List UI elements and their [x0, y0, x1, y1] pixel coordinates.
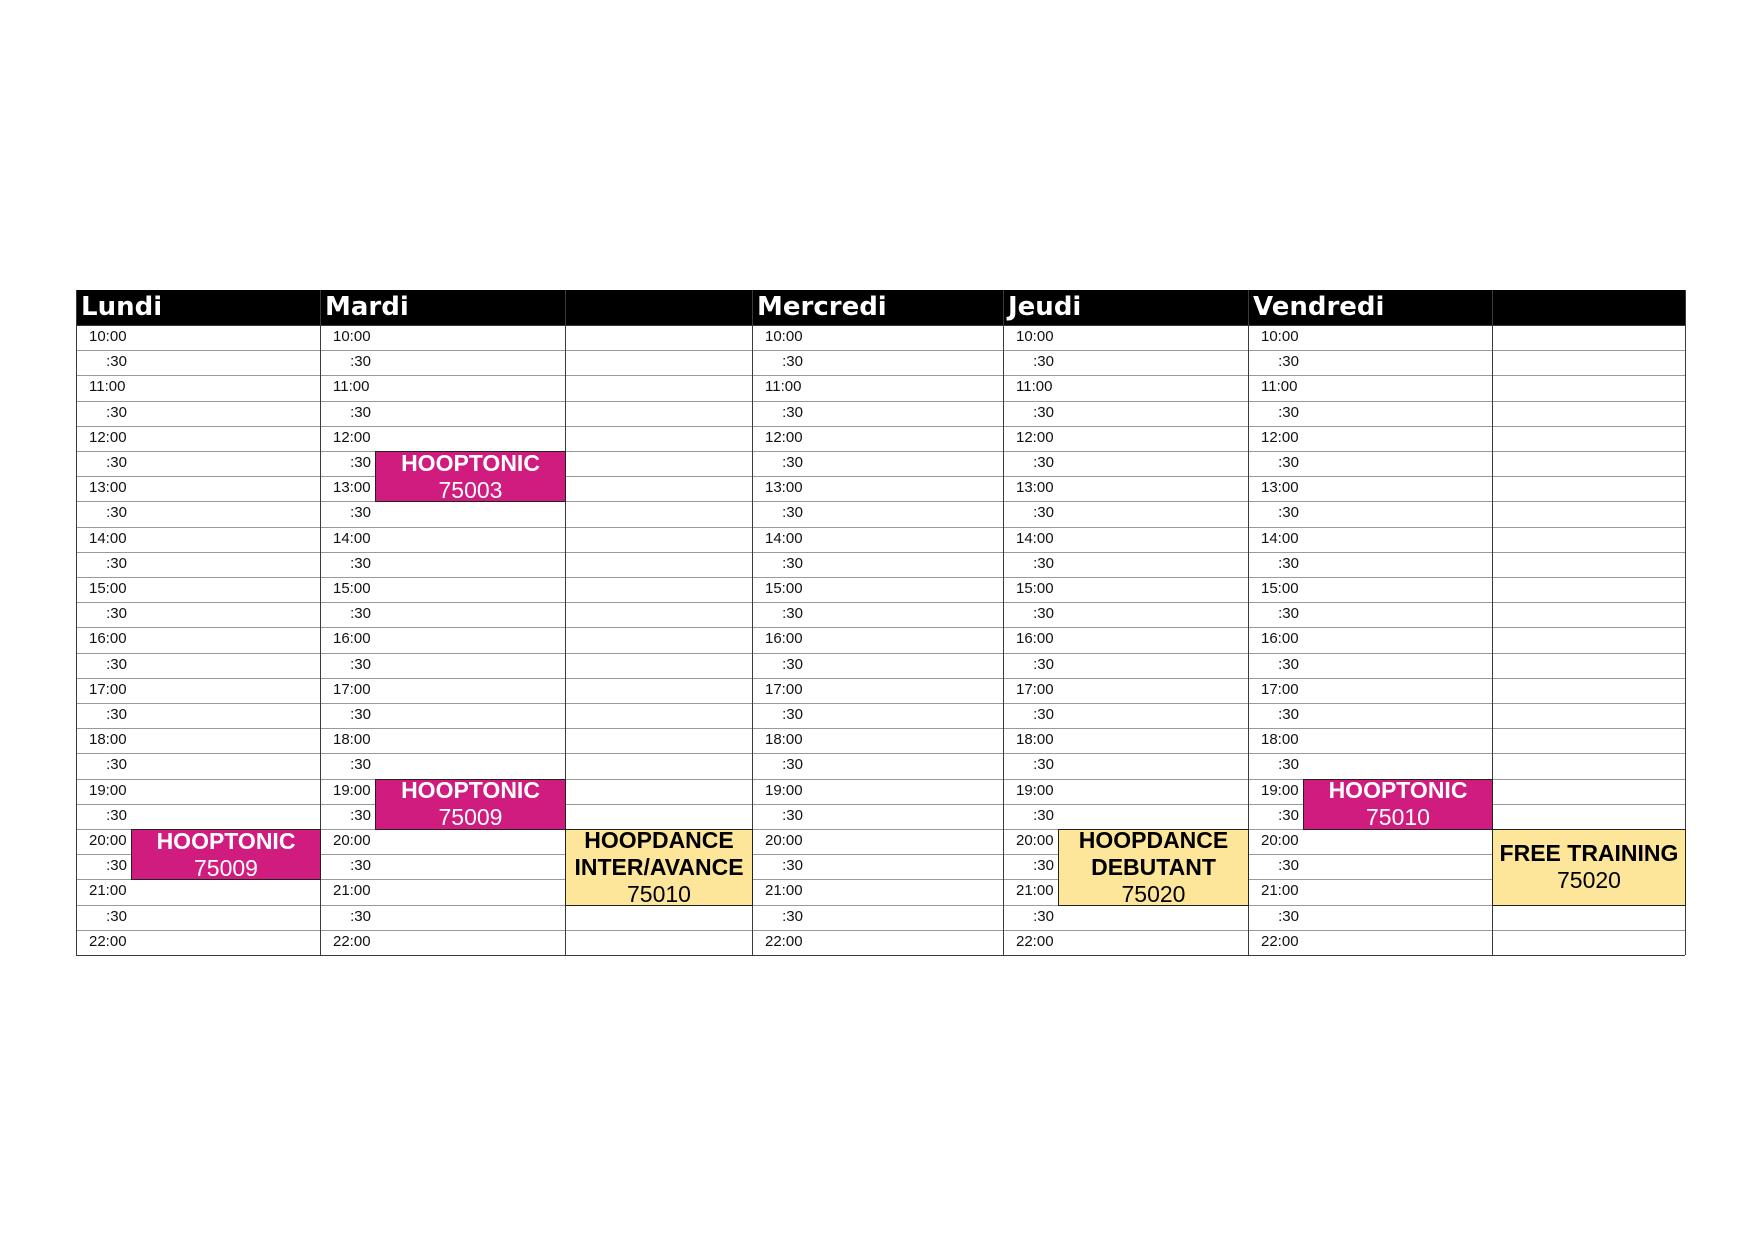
time-label: :30: [350, 756, 371, 774]
time-label: 14:00: [89, 529, 127, 547]
time-label: 15:00: [1016, 580, 1054, 597]
time-label: 10:00: [333, 328, 371, 345]
time-label: :30: [350, 655, 371, 673]
class-postal-code: 75009: [194, 854, 258, 881]
time-label: 16:00: [765, 630, 803, 648]
time-label: 19:00: [333, 781, 371, 799]
time-label: :30: [1033, 907, 1054, 925]
class-name: HOOPDANCE DEBUTANT: [1078, 826, 1229, 880]
row-divider: [76, 627, 1685, 628]
time-label: 21:00: [765, 882, 803, 900]
time-label: :30: [106, 706, 127, 723]
time-label: 20:00: [1261, 832, 1299, 849]
time-label: :30: [1278, 706, 1299, 723]
class-postal-code: 75003: [438, 476, 503, 503]
row-divider: [76, 501, 1685, 502]
time-label: :30: [1033, 857, 1054, 875]
time-label: :30: [350, 454, 371, 471]
time-label: :30: [782, 454, 803, 471]
time-label: 18:00: [765, 731, 803, 749]
day-header-lundi: Lundi: [76, 290, 321, 325]
time-label: 15:00: [765, 580, 803, 597]
time-label: :30: [1278, 806, 1299, 824]
time-label: :30: [350, 907, 371, 925]
time-label: 20:00: [765, 832, 803, 849]
time-label: 12:00: [333, 428, 371, 446]
time-label: 12:00: [89, 428, 127, 446]
class-block-hooptonic[interactable]: [375, 779, 566, 830]
class-name: HOOPDANCE INTER/AVANCE: [574, 826, 744, 880]
time-label: 14:00: [1261, 529, 1299, 547]
time-label: 13:00: [765, 479, 803, 497]
time-label: :30: [1278, 403, 1299, 421]
time-label: :30: [106, 655, 127, 673]
time-label: 11:00: [333, 378, 370, 396]
time-label: 16:00: [1261, 630, 1299, 648]
time-label: 19:00: [1261, 781, 1299, 799]
time-label: 11:00: [89, 378, 126, 396]
time-label: :30: [782, 605, 803, 623]
row-divider: [76, 375, 1685, 376]
time-label: 22:00: [1261, 932, 1299, 950]
time-label: 21:00: [89, 882, 127, 900]
time-label: :30: [1033, 554, 1054, 572]
class-name: HOOPTONIC: [401, 449, 540, 476]
time-label: :30: [1278, 907, 1299, 925]
time-label: :30: [1033, 454, 1054, 471]
row-divider: [76, 905, 1685, 906]
time-label: 10:00: [765, 328, 803, 345]
time-label: 14:00: [765, 529, 803, 547]
time-label: 10:00: [89, 328, 127, 345]
time-label: :30: [1278, 504, 1299, 522]
time-label: :30: [1033, 706, 1054, 723]
time-label: 22:00: [765, 932, 803, 950]
time-label: :30: [1033, 353, 1054, 371]
time-label: :30: [1033, 756, 1054, 774]
time-label: :30: [782, 907, 803, 925]
row-divider: [76, 527, 1685, 528]
row-divider: [76, 703, 1685, 704]
time-label: 14:00: [1016, 529, 1054, 547]
time-label: :30: [782, 655, 803, 673]
time-label: 22:00: [89, 932, 127, 950]
day-header-mercredi: Mercredi: [752, 290, 1004, 325]
time-label: 14:00: [333, 529, 371, 547]
class-name: HOOPTONIC: [156, 827, 296, 854]
time-label: 15:00: [1261, 580, 1299, 597]
time-label: :30: [1033, 655, 1054, 673]
row-divider: [76, 451, 1685, 452]
time-label: 13:00: [89, 479, 127, 497]
time-label: :30: [350, 857, 371, 875]
row-divider: [76, 753, 1685, 754]
row-divider: [76, 577, 1685, 578]
day-header-jeudi: Jeudi: [1003, 290, 1249, 325]
class-block-hoopdance[interactable]: [565, 826, 753, 907]
time-label: :30: [350, 403, 371, 421]
time-label: 11:00: [765, 378, 802, 396]
time-label: :30: [782, 706, 803, 723]
time-label: 22:00: [333, 932, 371, 950]
time-label: 16:00: [333, 630, 371, 648]
row-divider: [76, 476, 1685, 477]
class-postal-code: 75009: [438, 804, 503, 831]
time-label: 18:00: [1016, 731, 1054, 749]
time-label: 17:00: [333, 680, 371, 698]
time-label: 10:00: [1261, 328, 1299, 345]
time-label: :30: [1278, 353, 1299, 371]
time-label: :30: [1033, 504, 1054, 522]
time-label: :30: [106, 756, 127, 774]
time-label: :30: [1278, 454, 1299, 471]
time-label: :30: [106, 857, 127, 875]
time-label: 13:00: [1261, 479, 1299, 497]
class-block-hooptonic[interactable]: [131, 829, 321, 880]
time-label: :30: [782, 403, 803, 421]
time-label: 21:00: [333, 882, 371, 900]
time-label: 17:00: [89, 680, 127, 698]
time-label: 12:00: [1261, 428, 1299, 446]
class-name: HOOPTONIC: [401, 777, 540, 804]
time-label: :30: [106, 504, 127, 522]
time-label: :30: [1033, 403, 1054, 421]
class-name: HOOPTONIC: [1328, 777, 1468, 804]
row-divider: [76, 955, 1685, 956]
row-divider: [76, 401, 1685, 402]
class-block-hooptonic[interactable]: [375, 451, 566, 502]
time-label: :30: [1278, 756, 1299, 774]
time-label: 18:00: [89, 731, 127, 749]
time-label: :30: [1278, 605, 1299, 623]
time-label: 11:00: [1016, 378, 1053, 396]
class-postal-code: 75020: [1557, 867, 1621, 894]
time-label: :30: [106, 454, 127, 471]
time-label: :30: [350, 353, 371, 371]
time-label: 21:00: [1016, 882, 1054, 900]
time-label: :30: [1033, 806, 1054, 824]
class-postal-code: 75010: [627, 880, 691, 907]
time-label: :30: [350, 554, 371, 572]
time-label: 20:00: [89, 832, 127, 849]
time-label: 10:00: [1016, 328, 1054, 345]
row-divider: [76, 728, 1685, 729]
time-label: :30: [1033, 605, 1054, 623]
time-label: 19:00: [1016, 781, 1054, 799]
time-label: :30: [1278, 655, 1299, 673]
row-divider: [76, 325, 1685, 326]
time-label: :30: [106, 806, 127, 824]
time-label: 13:00: [1016, 479, 1054, 497]
time-label: :30: [1278, 554, 1299, 572]
time-label: :30: [1278, 857, 1299, 875]
time-label: 12:00: [765, 428, 803, 446]
time-label: 17:00: [765, 680, 803, 698]
class-block-hooptonic[interactable]: [1303, 779, 1493, 830]
time-label: :30: [106, 605, 127, 623]
row-divider: [76, 678, 1685, 679]
time-label: 15:00: [89, 580, 127, 597]
time-label: :30: [350, 504, 371, 522]
time-label: :30: [782, 756, 803, 774]
time-label: :30: [782, 806, 803, 824]
time-label: 22:00: [1016, 932, 1054, 950]
time-label: 16:00: [1016, 630, 1054, 648]
day-header-vendredi: Vendredi: [1248, 290, 1686, 325]
time-label: :30: [782, 353, 803, 371]
time-label: :30: [106, 403, 127, 421]
time-label: 19:00: [765, 781, 803, 799]
class-postal-code: 75010: [1366, 804, 1430, 831]
time-label: 21:00: [1261, 882, 1299, 900]
time-label: :30: [350, 806, 371, 824]
row-divider: [76, 653, 1685, 654]
time-label: :30: [782, 554, 803, 572]
class-name: FREE TRAINING: [1499, 840, 1679, 867]
time-label: 17:00: [1016, 680, 1054, 698]
time-label: 20:00: [333, 832, 371, 849]
time-label: 11:00: [1261, 378, 1298, 396]
time-label: 18:00: [333, 731, 371, 749]
time-label: 17:00: [1261, 680, 1299, 698]
row-divider: [76, 426, 1685, 427]
time-label: 13:00: [333, 479, 371, 497]
class-postal-code: 75020: [1121, 880, 1186, 907]
time-label: :30: [106, 353, 127, 371]
time-label: 18:00: [1261, 731, 1299, 749]
time-label: 16:00: [89, 630, 127, 648]
class-block-hoopdance[interactable]: [1492, 829, 1686, 906]
time-label: 12:00: [1016, 428, 1054, 446]
row-divider: [76, 350, 1685, 351]
row-divider: [76, 602, 1685, 603]
day-header-mardi: Mardi: [320, 290, 753, 325]
time-label: :30: [350, 605, 371, 623]
time-label: 19:00: [89, 781, 127, 799]
time-label: :30: [782, 504, 803, 522]
row-divider: [76, 552, 1685, 553]
time-label: 20:00: [1016, 832, 1054, 849]
time-label: 15:00: [333, 580, 371, 597]
row-divider: [76, 930, 1685, 931]
time-label: :30: [782, 857, 803, 875]
time-label: :30: [106, 554, 127, 572]
time-label: :30: [106, 907, 127, 925]
class-block-hoopdance[interactable]: [1058, 826, 1249, 907]
time-label: :30: [350, 706, 371, 723]
